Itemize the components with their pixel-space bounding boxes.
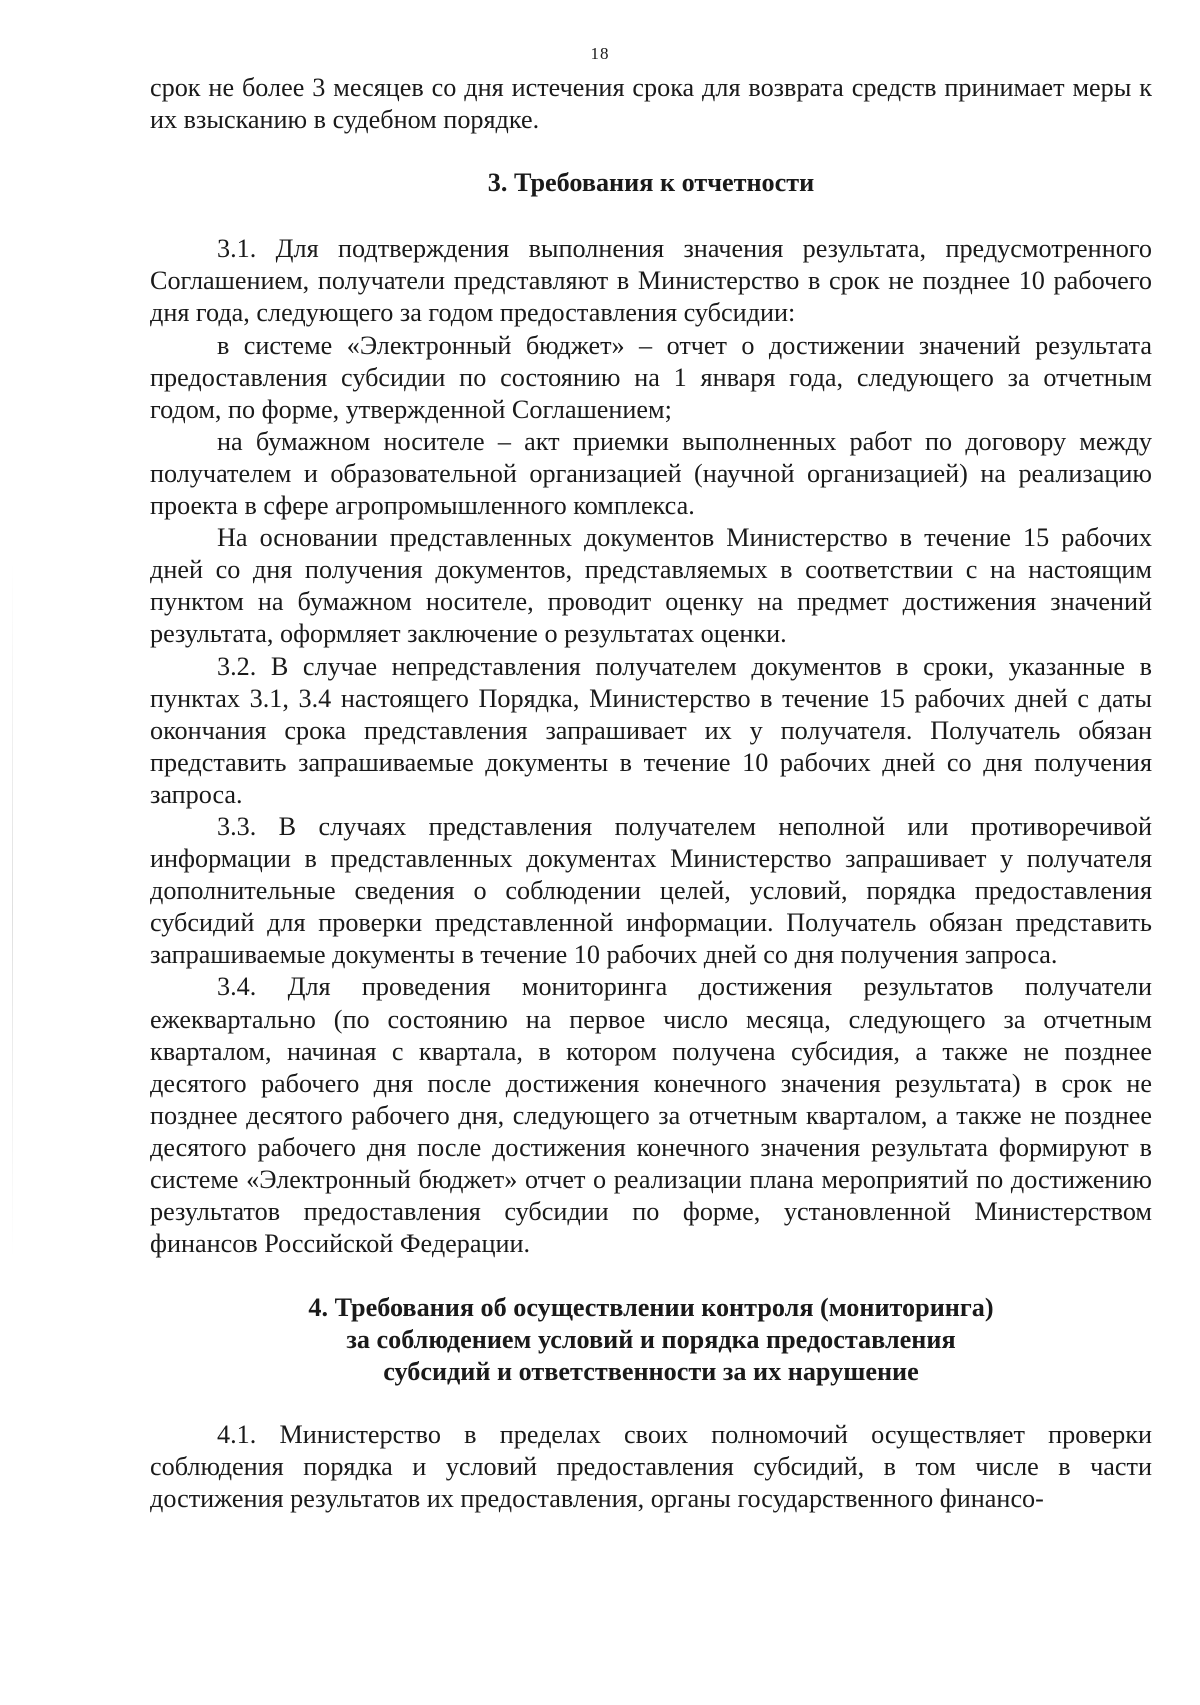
paragraph-3-1-electronic: в системе «Электронный бюджет» – отчет о достижении значений результата предоставления субсидии по состоянию на 1 января года, следующего за отчетным годом, по форме, утвержденной Соглашением;	[150, 330, 1152, 424]
paragraph-3-2: 3.2. В случае непредставления получателем документов в сроки, указанные в пунктах 3.1, 3.4 настоящего Порядка, Министерство в течение 15 рабочих дней с даты окончания срока представления запрашивает их у получателя. Получатель обязан представить запрашиваемые документы в течение 10 рабочих дней со дня получения запроса.	[150, 651, 1152, 809]
section-3-heading: 3. Требования к отчетности	[487, 168, 815, 198]
paragraph-3-4: 3.4. Для проведения мониторинга достижения результатов получатели ежеквартально (по состоянию на первое число месяца, следующего за отчетным кварталом, начиная с квартала, в котором получена субсидия, а также не позднее десятого рабочего дня после достижения конечного значения результата) в срок не позднее десятого рабочего дня, следующего за отчетным кварталом, а также не позднее десятого рабочего дня после достижения конечного значения результата формируют в системе «Электронный бюджет» отчет о реализации плана мероприятий по достижению результатов предоставления субсидии по форме, установленной Министерством финансов Российской Федерации.	[150, 972, 1152, 1259]
paragraph-3-1-paper: на бумажном носителе – акт приемки выполненных работ по договору между получателем и образовательной организацией (научной организацией) на реализацию проекта в сфере агропромышленного комплекса.	[150, 426, 1152, 521]
section-4-heading-line: за соблюдением условий и порядка предоставления	[346, 1325, 956, 1355]
section-4-heading-line: 4. Требования об осуществлении контроля (мониторинга)	[308, 1293, 994, 1323]
scan-artifact	[12, 560, 13, 1260]
document-body	[150, 72, 1152, 1515]
page-number: 18	[590, 44, 610, 63]
paragraph-3-3: 3.3. В случаях представления получателем неполной или противоречивой информации в представленных документах Министерство запрашивает у получателя дополнительные сведения о соблюдении целей, условий, порядка предоставления субсидий для проверки представленной информации. Получатель обязан представить запрашиваемые документы в течение 10 рабочих дней со дня получения запроса.	[150, 811, 1152, 970]
paragraph-3-1-assessment: На основании представленных документов Министерство в течение 15 рабочих дней со дня получения документов, представляемых в соответствии с на настоящим пунктом на бумажном носителе, проводит оценку на предмет достижения значений результата, оформляет заключение о результатах оценки.	[150, 523, 1152, 649]
paragraph-3-1: 3.1. Для подтверждения выполнения значения результата, предусмотренного Соглашением, получатели представляют в Министерство в срок не позднее 10 рабочего дня года, следующего за годом предоставления субсидии:	[150, 234, 1152, 328]
section-4-heading	[150, 1292, 1152, 1388]
intro-paragraph: срок не более 3 месяцев со дня истечения срока для возврата средств принимает меры к их взысканию в судебном порядке.	[150, 73, 1152, 135]
section-4-heading-line: субсидий и ответственности за их нарушение	[383, 1357, 919, 1387]
paragraph-4-1: 4.1. Министерство в пределах своих полномочий осуществляет проверки соблюдения порядка и условий предоставления субсидий, в том числе в части достижения результатов их предоставления, органы государственного финансо-	[150, 1419, 1152, 1513]
